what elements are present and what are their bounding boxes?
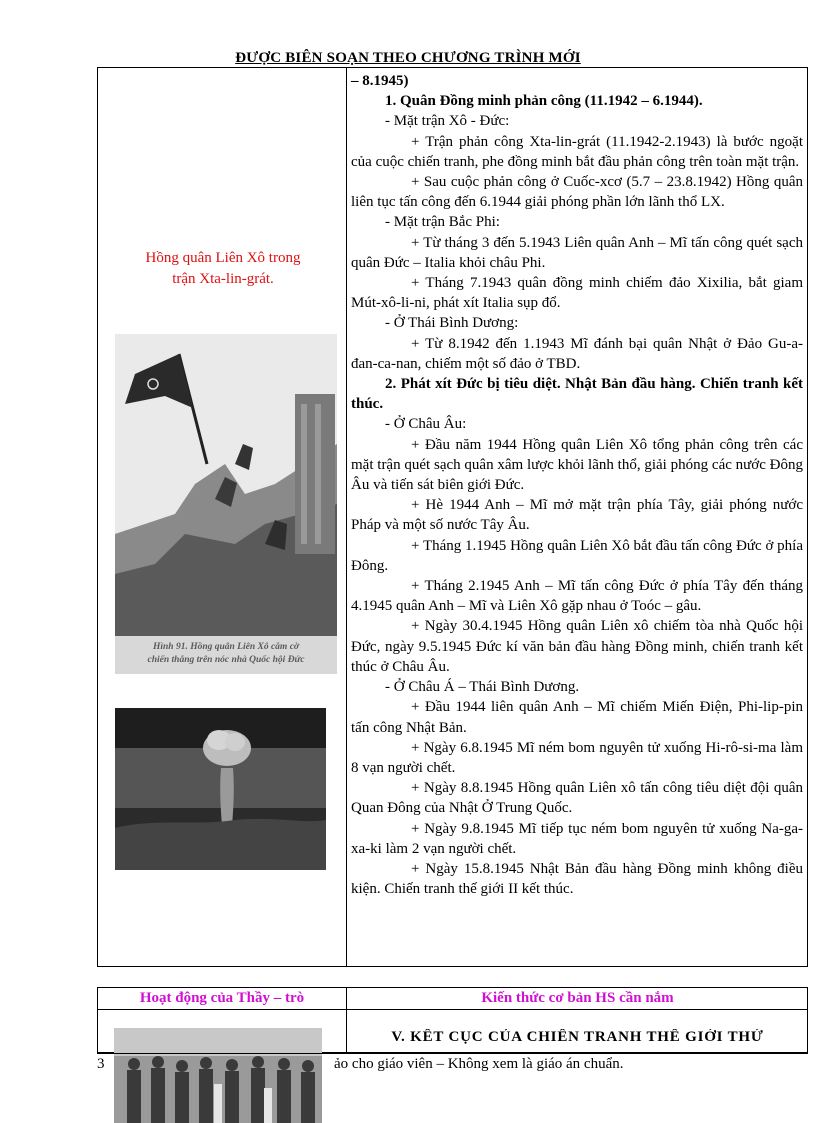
reichstag-flag-illustration <box>115 334 337 636</box>
content-heading: 1. Quân Đồng minh phản công (11.1942 – 6.1944). <box>385 93 703 110</box>
surrender-ceremony-illustration <box>114 1028 322 1123</box>
content-line: + Ngày 6.8.1945 Mĩ ném bom nguyên tử xuống Hi-rô-si-ma làm 8 vạn người chết. <box>351 739 803 776</box>
basic-knowledge-header: Kiến thức cơ bản HS cần nắm <box>481 990 674 1006</box>
reichstag-photo-caption: Hình 91. Hồng quân Liên Xô cắm cờ chiến thắng trên nóc nhà Quốc hội Đức <box>115 636 337 674</box>
column-divider <box>346 988 347 1052</box>
atomic-bomb-photo <box>115 708 326 870</box>
content-line: - Ở Thái Bình Dương: <box>385 315 519 332</box>
content-line: + Tháng 7.1943 quân đồng minh chiếm đảo Xixilia, bắt giam Mút-xô-li-ni, phát xít Italia sụp đổ. <box>351 275 803 312</box>
lesson-content <box>351 71 803 899</box>
page-number: 3 <box>97 1056 105 1072</box>
content-heading: 2. Phát xít Đức bị tiêu diệt. Nhật Bản đầu hàng. Chiến tranh kết thúc. <box>351 376 803 413</box>
teacher-activity-header: Hoạt động của Thầy – trò <box>139 990 305 1006</box>
content-line: + Hè 1944 Anh – Mĩ mở mặt trận phía Tây, giải phóng nước Pháp và một số nước Tây Âu. <box>351 497 803 534</box>
content-line: + Trận phản công Xta-lin-grát (11.1942-2.1943) là bước ngoặt của cuộc chiến tranh, phe đồng minh bắt đầu phản công trên toàn mặt trận. <box>351 133 803 170</box>
content-line: + Từ tháng 3 đến 5.1943 Liên quân Anh – Mĩ tấn công quét sạch quân Đức – Italia khỏi châu Phi. <box>351 234 803 271</box>
page-header: ĐƯỢC BIÊN SOẠN THEO CHƯƠNG TRÌNH MỚI <box>235 50 581 66</box>
content-line: + Tháng 1.1945 Hồng quân Liên Xô bắt đầu tấn công Đức ở phía Đông. <box>351 537 803 574</box>
photo-caption-stalingrad: Hồng quân Liên Xô trong trận Xta-lin-grát. <box>145 250 301 287</box>
content-line: + Từ 8.1942 đến 1.1943 Mĩ đánh bại quân Nhật ở Đảo Gu-a-đan-ca-nan, chiếm một số đảo ở TBD. <box>351 335 803 372</box>
section-v-heading: V. KẾT CỤC CỦA CHIẾN TRANH THẾ GIỚI THỨ <box>391 1029 764 1045</box>
content-line: - Ở Châu Âu: <box>385 416 467 433</box>
content-line: + Đầu 1944 liên quân Anh – Mĩ chiếm Miến Điện, Phi-lip-pin tấn công Nhật Bản. <box>351 699 803 736</box>
footer-rule <box>97 1053 808 1054</box>
mushroom-cloud-illustration <box>115 708 326 870</box>
content-line: - Mặt trận Bắc Phi: <box>385 214 500 231</box>
content-line: – 8.1945) <box>351 73 409 89</box>
reichstag-flag-photo <box>115 334 337 674</box>
content-line: - Ở Châu Á – Thái Bình Dương. <box>385 679 580 696</box>
content-line: + Tháng 2.1945 Anh – Mĩ tấn công Đức ở phía Tây đến tháng 4.1945 quân Anh – Mĩ và Liên Xô gặp nhau ở Toóc – gâu. <box>351 578 803 615</box>
content-line: - Mặt trận Xô - Đức: <box>385 113 510 130</box>
lesson-table <box>97 67 808 967</box>
content-line: + Đầu năm 1944 Hồng quân Liên Xô tổng phản công trên các mặt trận quét sạch quân xâm lược khỏi lãnh thổ, giải phóng các nước Đông Âu và tiến sát biên giới Đức. <box>351 436 803 494</box>
column-divider <box>346 68 347 966</box>
content-line: + Ngày 30.4.1945 Hồng quân Liên xô chiếm tòa nhà Quốc hội Đức, ngày 9.5.1945 Đức kí văn bản đầu hàng Đồng minh, chiến tranh kết thúc ở Châu Âu. <box>351 618 803 675</box>
content-line: + Ngày 9.8.1945 Mĩ tiếp tục ném bom nguyên tử xuống Na-ga-xa-ki làm 2 vạn người chết. <box>351 820 803 857</box>
content-line: + Ngày 15.8.1945 Nhật Bản đầu hàng Đồng minh không điều kiện. Chiến tranh thế giới II kết thúc. <box>351 860 803 898</box>
surrender-ceremony-photo <box>114 1028 322 1123</box>
header-row-divider <box>98 1009 807 1010</box>
content-line: + Sau cuộc phản công ở Cuốc-xcơ (5.7 – 23.8.1942) Hồng quân liên tục tấn công đến 6.1944 giải phóng phần lớn lãnh thổ LX. <box>351 174 803 211</box>
content-line: + Ngày 8.8.1945 Hồng quân Liên xô tấn công tiêu diệt đội quân Quan Đông của Nhật Ở Trung Quốc. <box>351 780 803 817</box>
footer-note: ảo cho giáo viên – Không xem là giáo án chuẩn. <box>334 1056 624 1072</box>
